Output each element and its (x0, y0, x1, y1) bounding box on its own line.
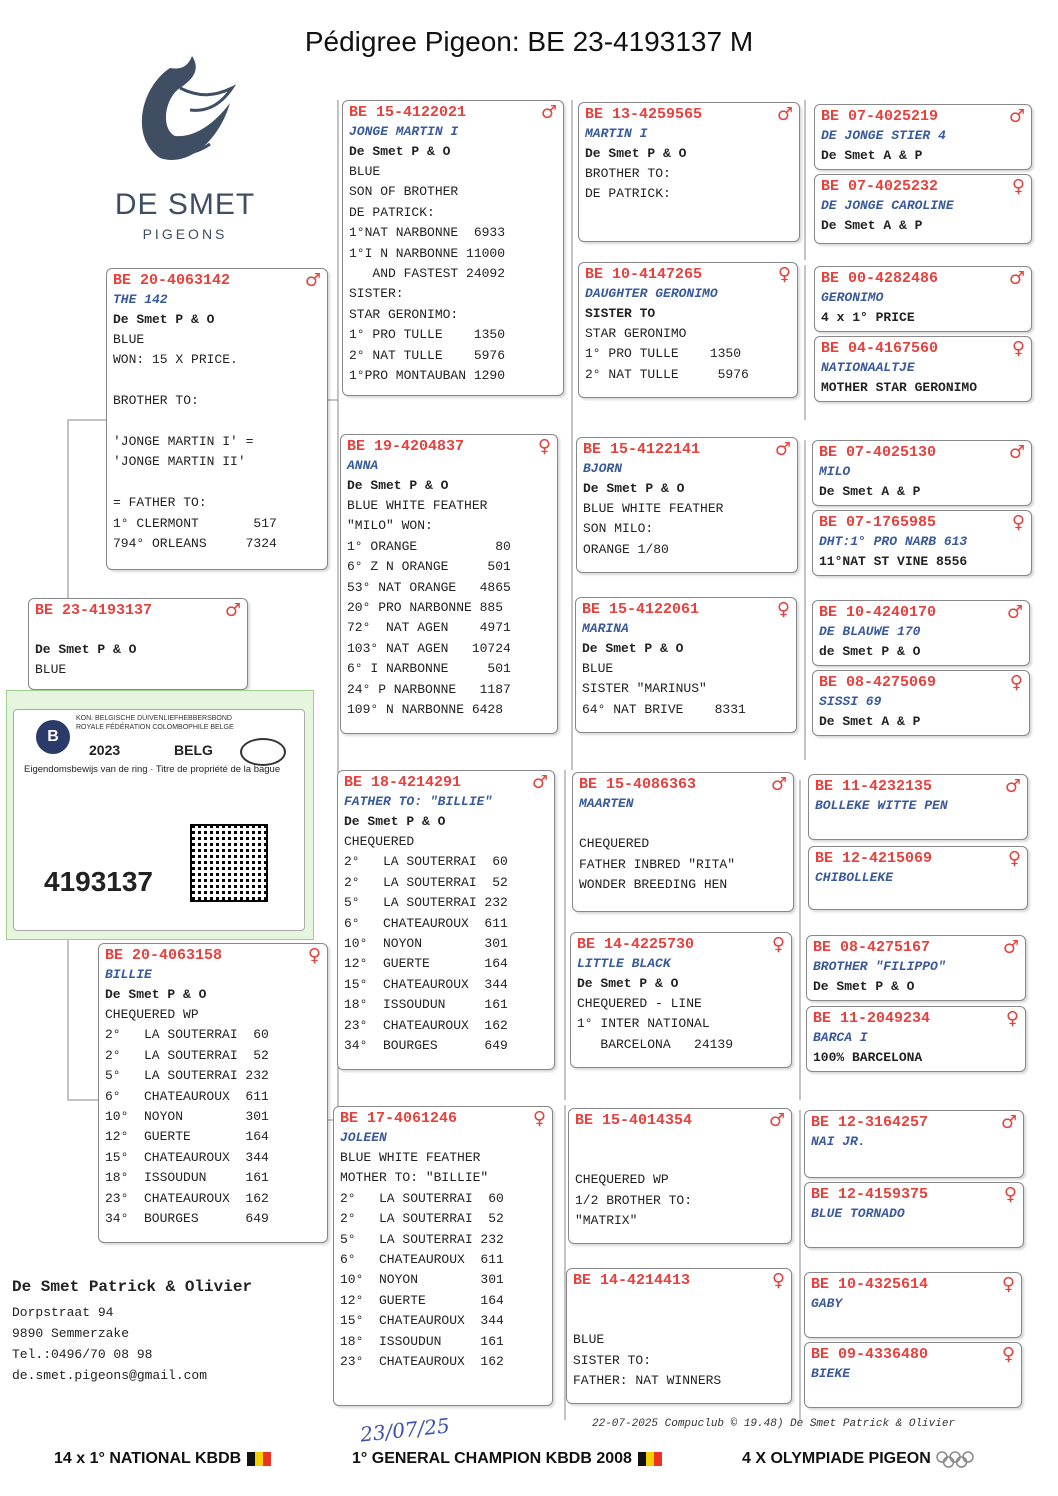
pigeon-name: FATHER TO: "BILLIE" (344, 794, 493, 809)
detail-line: "MATRIX" (575, 1213, 638, 1229)
ring-number: BE 07-4025232 (821, 178, 939, 195)
pigeon-name: BILLIE (105, 967, 152, 982)
pigeon-name: LITTLE BLACK (577, 956, 671, 971)
female-icon: ♀ (1009, 672, 1023, 693)
male-icon: ♂ (1004, 776, 1021, 797)
owner: De Smet A & P (821, 148, 923, 163)
detail-line: BROTHER TO: (113, 393, 199, 409)
detail-line: 1° PRO TULLE 1350 (585, 346, 742, 362)
pigeon-name: NAI JR. (811, 1134, 866, 1149)
detail-line: 109° N NARBONNE 6428 (347, 701, 504, 717)
ring-number: BE 14-4214413 (573, 1272, 691, 1289)
ring-card-property: Eigendomsbewijs van de ring · Titre de propriété de la bague (24, 764, 281, 775)
detail-line: 64° NAT BRIVE 8331 (582, 701, 746, 717)
owner: de Smet P & O (819, 644, 921, 659)
detail-line (575, 1150, 785, 1170)
ring-card-org (76, 714, 234, 732)
ring-number: BE 15-4086363 (579, 776, 697, 793)
ring-number: BE 20-4063158 (105, 947, 223, 964)
ring-number: BE 15-4122061 (582, 601, 700, 618)
detail-line (113, 412, 321, 432)
breeder-name: De Smet Patrick & Olivier (12, 1278, 253, 1296)
pedigree-card-gen4-14 (804, 1182, 1024, 1248)
pedigree-card-gen4-15 (804, 1272, 1022, 1338)
breeder-email: de.smet.pigeons@gmail.com (12, 1368, 208, 1383)
pedigree-card-gen4-5 (812, 440, 1032, 506)
pigeon-name: DHT:1° PRO NARB 613 (819, 534, 968, 549)
male-icon: ♂ (1000, 1112, 1017, 1133)
owner: De Smet P & O (344, 814, 446, 829)
belgian-flag-icon (638, 1452, 662, 1466)
detail-line: 1° CLERMONT 517 (113, 515, 277, 531)
female-icon: ♀ (777, 264, 791, 285)
pigeon-name: DE BLAUWE 170 (819, 624, 921, 639)
female-icon: ♀ (1011, 512, 1025, 533)
ring-number: BE 23-4193137 (35, 602, 153, 619)
ring-number: BE 04-4167560 (821, 340, 939, 357)
detail-line: ORANGE 1/80 (583, 541, 669, 557)
pedigree-card-gen2-3 (337, 770, 555, 1070)
detail-line: SISTER TO: (573, 1352, 652, 1368)
pedigree-card-gen2-1 (342, 100, 564, 396)
print-footer: 22-07-2025 Compuclub © 19.48) De Smet Patrick & Olivier (592, 1418, 956, 1430)
detail-line: 2° LA SOUTERRAI 60 (340, 1190, 504, 1206)
detail-line: CHEQUERED WP (105, 1007, 199, 1022)
claim-left-text: 14 x 1° NATIONAL KBDB (54, 1450, 242, 1467)
ring-number: BE 18-4214291 (344, 774, 462, 791)
pigeon-name (575, 1130, 785, 1150)
pedigree-card-gen4-9 (808, 774, 1028, 840)
pigeon-name: JOLEEN (340, 1130, 387, 1145)
bottom-claim-center (352, 1450, 662, 1468)
detail-line: = FATHER TO: (113, 495, 207, 511)
claim-center-text: 1° GENERAL CHAMPION KBDB 2008 (352, 1450, 632, 1467)
owner: De Smet P & O (113, 312, 215, 327)
pedigree-card-gen2-4 (333, 1106, 553, 1406)
pedigree-card-dam (98, 943, 328, 1243)
detail-line: WONDER BREEDING HEN (579, 877, 728, 893)
detail-line: 72° NAT AGEN 4971 (347, 620, 511, 636)
logo-brand: DE SMET (114, 188, 256, 221)
detail-line: FATHER: NAT WINNERS (573, 1373, 722, 1389)
detail-line: 18° ISSOUDUN 161 (340, 1333, 504, 1349)
bottom-claim-right (742, 1450, 975, 1468)
owner: 11°NAT ST VINE 8556 (819, 554, 968, 569)
detail-line: FATHER INBRED "RITA" (579, 856, 736, 872)
ring-card-inner (13, 709, 305, 931)
ring-ownership-card (6, 690, 314, 940)
detail-line: 2° LA SOUTERRAI 52 (340, 1211, 504, 1227)
ring-number: BE 15-4014354 (575, 1112, 693, 1129)
detail-line: 12° GUERTE 164 (344, 956, 508, 972)
ring-number: BE 00-4282486 (821, 270, 939, 287)
detail-line: 2° NAT TULLE 5976 (585, 366, 749, 382)
pedigree-card-gen3-5 (572, 772, 794, 912)
owner: De Smet P & O (813, 979, 915, 994)
detail-line: 1°I N NARBONNE 11000 (349, 245, 506, 261)
pigeon-name: JONGE MARTIN I (349, 124, 459, 139)
male-icon: ♂ (1006, 602, 1023, 623)
detail-line: 'JONGE MARTIN II' (113, 454, 246, 470)
detail-line: AND FASTEST 24092 (349, 265, 506, 281)
detail-line: SON OF BROTHER (349, 184, 459, 200)
pigeon-name: GERONIMO (821, 290, 884, 305)
pigeon-name (573, 1290, 785, 1310)
pedigree-card-gen4-10 (808, 846, 1028, 910)
female-icon: ♀ (1001, 1344, 1015, 1365)
pigeon-name: DE JONGE CAROLINE (821, 198, 954, 213)
detail-line: SON MILO: (583, 521, 654, 537)
female-icon: ♀ (776, 599, 790, 620)
detail-line: 6° Z N ORANGE 501 (347, 559, 511, 575)
pigeon-name: GABY (811, 1296, 843, 1311)
pigeon-name (35, 620, 241, 640)
pedigree-card-gen4-11 (806, 935, 1026, 1001)
ring-number: BE 15-4122141 (583, 441, 701, 458)
male-icon: ♂ (1002, 937, 1019, 958)
belgian-flag-icon (247, 1452, 271, 1466)
ring-number: BE 07-4025219 (821, 108, 939, 125)
page-title: Pédigree Pigeon: BE 23-4193137 M (304, 26, 754, 57)
pedigree-card-gen3-6 (570, 932, 792, 1068)
pigeon-name: BIEKE (811, 1366, 851, 1381)
detail-line: 2° NAT TULLE 5976 (349, 347, 506, 363)
detail-line: MOTHER TO: "BILLIE" (340, 1170, 489, 1186)
olympic-rings-icon (935, 1450, 975, 1468)
detail-line: 12° GUERTE 164 (105, 1129, 269, 1145)
female-icon: ♀ (771, 1270, 785, 1291)
breeder-phone: Tel.:0496/70 08 98 (12, 1347, 153, 1362)
female-icon: ♀ (1011, 338, 1025, 359)
detail-line: 15° CHATEAUROUX 344 (344, 976, 508, 992)
pedigree-card-sire (106, 268, 328, 570)
detail-line: WON: 15 X PRICE. (113, 352, 238, 368)
ring-number: BE 15-4122021 (349, 104, 467, 121)
ring-number: BE 10-4325614 (811, 1276, 929, 1293)
ring-number: BE 07-4025130 (819, 444, 937, 461)
pigeon-name: MAARTEN (579, 796, 634, 811)
detail-line: 2° LA SOUTERRAI 60 (105, 1027, 269, 1043)
female-icon: ♀ (307, 945, 321, 966)
owner: De Smet P & O (577, 976, 679, 991)
female-icon: ♀ (771, 934, 785, 955)
pedigree-card-gen3-1 (578, 102, 800, 242)
detail-line: 23° CHATEAUROUX 162 (344, 1017, 508, 1033)
ring-number: BE 19-4204837 (347, 438, 465, 455)
pigeon-name: MILO (819, 464, 851, 479)
detail-line: 12° GUERTE 164 (340, 1292, 504, 1308)
ring-number: BE 09-4336480 (811, 1346, 929, 1363)
detail-line: BLUE WHITE FEATHER (583, 501, 724, 516)
detail-line: 10° NOYON 301 (344, 935, 508, 951)
detail-line: DE PATRICK: (585, 186, 671, 202)
owner: De Smet P & O (349, 144, 451, 159)
detail-line: 18° ISSOUDUN 161 (344, 997, 508, 1013)
detail-line: 1°NAT NARBONNE 6933 (349, 225, 506, 241)
pedigree-card-gen4-4 (814, 336, 1032, 402)
ring-card-number: 4193137 (44, 866, 154, 897)
detail-line: SISTER "MARINUS" (582, 681, 707, 697)
ring-card-org-fr: ROYALE FÉDÉRATION COLOMBOPHILE BELGE (76, 724, 234, 731)
detail-line: 24° P NARBONNE 1187 (347, 681, 511, 697)
pigeon-name: MARTIN I (585, 126, 648, 141)
detail-line: 2° LA SOUTERRAI 52 (105, 1047, 269, 1063)
ring-card-org-nl: KON. BELGISCHE DUIVENLIEFHEBBERSBOND (76, 715, 232, 722)
ring-number: BE 07-1765985 (819, 514, 937, 531)
pedigree-card-gen4-6 (812, 510, 1032, 576)
ring-number: BE 11-4232135 (815, 778, 933, 795)
detail-line: BLUE (582, 661, 614, 676)
ring-number: BE 20-4063142 (113, 272, 231, 289)
detail-line: 6° CHATEAUROUX 611 (105, 1088, 269, 1104)
breeder-city: 9890 Semmerzake (12, 1326, 130, 1341)
detail-line: BARCELONA 24139 (577, 1036, 734, 1052)
pedigree-card-gen4-12 (806, 1006, 1026, 1072)
detail-line: 2° LA SOUTERRAI 52 (344, 874, 508, 890)
pedigree-card-gen3-8 (566, 1268, 792, 1404)
detail-line: BLUE WHITE FEATHER (340, 1150, 481, 1165)
detail-line (579, 814, 787, 834)
owner: 100% BARCELONA (813, 1050, 923, 1065)
pedigree-card-gen3-2 (578, 262, 798, 398)
male-icon: ♂ (1008, 268, 1025, 289)
pigeon-name: THE 142 (113, 292, 168, 307)
detail-line: "MILO" WON: (347, 518, 433, 534)
detail-line: 2° LA SOUTERRAI 60 (344, 854, 508, 870)
pigeon-name: BARCA I (813, 1030, 868, 1045)
detail-line: CHEQUERED (579, 836, 650, 852)
detail-line: STAR GERONIMO (585, 326, 687, 341)
detail-line: BLUE (349, 164, 381, 179)
owner: De Smet A & P (821, 218, 923, 233)
ring-card-year: 2023 (89, 742, 121, 758)
claim-right-text: 4 X OLYMPIADE PIGEON (742, 1450, 931, 1468)
female-icon: ♀ (1007, 848, 1021, 869)
owner: De Smet A & P (819, 484, 921, 499)
male-icon: ♂ (1008, 442, 1025, 463)
pedigree-card-subject (28, 598, 248, 690)
detail-line: BLUE (573, 1332, 605, 1348)
ring-number: BE 12-4159375 (811, 1186, 929, 1203)
pedigree-card-gen4-16 (804, 1342, 1022, 1408)
detail-line: 5° LA SOUTERRAI 232 (340, 1231, 504, 1247)
ring-number: BE 11-2049234 (813, 1010, 931, 1027)
detail-line: BROTHER TO: (585, 166, 671, 181)
detail-line: CHEQUERED (344, 834, 415, 849)
detail-line: 6° CHATEAUROUX 611 (344, 915, 508, 931)
detail-line: 1°PRO MONTAUBAN 1290 (349, 367, 506, 383)
male-icon: ♂ (768, 1110, 785, 1131)
ring-number: BE 10-4240170 (819, 604, 937, 621)
pigeon-name: DAUGHTER GERONIMO (585, 286, 718, 301)
female-icon: ♀ (1005, 1008, 1019, 1029)
detail-line: 10° NOYON 301 (340, 1272, 504, 1288)
ring-number: BE 12-3164257 (811, 1114, 929, 1131)
pedigree-card-gen4-13 (804, 1110, 1024, 1178)
owner: De Smet A & P (819, 714, 921, 729)
pigeon-name: SISSI 69 (819, 694, 882, 709)
detail-line: 1° PRO TULLE 1350 (349, 327, 506, 343)
detail-line: CHEQUERED - LINE (577, 996, 702, 1011)
pedigree-card-gen3-4 (575, 597, 797, 733)
qr-code-icon (190, 824, 268, 902)
detail-line: STAR GERONIMO: (349, 306, 459, 322)
female-icon: ♀ (1001, 1274, 1015, 1295)
detail-line: 6° CHATEAUROUX 611 (340, 1251, 504, 1267)
detail-line: BLUE (35, 662, 67, 677)
kbdb-badge-icon: B (36, 720, 70, 754)
ring-number: BE 13-4259565 (585, 106, 703, 123)
detail-line (113, 473, 321, 493)
detail-line: 15° CHATEAUROUX 344 (340, 1313, 504, 1329)
detail-line: 1° INTER NATIONAL (577, 1016, 710, 1032)
pigeon-name: BLUE TORNADO (811, 1206, 905, 1221)
pigeon-name: MARINA (582, 621, 629, 636)
detail-line: CHEQUERED WP (575, 1172, 669, 1188)
detail-line: 15° CHATEAUROUX 344 (105, 1149, 269, 1165)
pedigree-card-gen2-2 (340, 434, 558, 734)
detail-line: 6° I NARBONNE 501 (347, 661, 511, 677)
pedigree-card-gen4-1 (814, 104, 1032, 170)
detail-line: 1/2 BROTHER TO: (575, 1192, 693, 1208)
ring-number: BE 08-4275167 (813, 939, 931, 956)
ring-number: BE 10-4147265 (585, 266, 703, 283)
male-icon: ♂ (224, 600, 241, 621)
detail-line: SISTER: (349, 286, 404, 302)
bottom-claim-left (54, 1450, 271, 1468)
pedigree-card-gen4-7 (812, 600, 1030, 666)
owner: De Smet P & O (582, 641, 684, 656)
detail-line: 34° BOURGES 649 (344, 1037, 508, 1053)
handwritten-date: 23/07/25 (358, 1413, 451, 1447)
detail-line: 23° CHATEAUROUX 162 (105, 1190, 269, 1206)
male-icon: ♂ (1008, 106, 1025, 127)
pigeon-name: BOLLEKE WITTE PEN (815, 798, 948, 813)
female-icon: ♀ (1003, 1184, 1017, 1205)
male-icon: ♂ (776, 104, 793, 125)
detail-line: 23° CHATEAUROUX 162 (340, 1353, 504, 1369)
detail-line (113, 371, 321, 391)
pigeon-name: NATIONAALTJE (821, 360, 915, 375)
ring-number: BE 12-4215069 (815, 850, 933, 867)
pigeon-name: CHIBOLLEKE (815, 870, 894, 885)
ring-number: BE 08-4275069 (819, 674, 937, 691)
breeder-street: Dorpstraat 94 (12, 1305, 114, 1320)
breeder-address (12, 1278, 252, 1386)
male-icon: ♂ (774, 439, 791, 460)
detail-line: 20° PRO NARBONNE 885 (347, 599, 504, 615)
owner: De Smet P & O (585, 146, 687, 161)
female-icon: ♀ (532, 1108, 546, 1129)
female-icon: ♀ (1011, 176, 1025, 197)
detail-line: BLUE WHITE FEATHER (347, 498, 488, 513)
detail-line: DE PATRICK: (349, 204, 435, 220)
owner: De Smet P & O (105, 987, 207, 1002)
pedigree-card-gen3-7 (568, 1108, 792, 1244)
detail-line: 5° LA SOUTERRAI 232 (105, 1068, 269, 1084)
pedigree-card-gen4-8 (812, 670, 1030, 736)
pigeon-name: BROTHER "FILIPPO" (813, 959, 946, 974)
owner: 4 x 1° PRICE (821, 310, 915, 325)
owner: De Smet P & O (583, 481, 685, 496)
globe-icon (240, 738, 286, 766)
logo-sub: PIGEONS (142, 226, 228, 242)
owner: SISTER TO (585, 306, 656, 321)
detail-line: 5° LA SOUTERRAI 232 (344, 895, 508, 911)
detail-line: 53° NAT ORANGE 4865 (347, 579, 511, 595)
owner: De Smet P & O (347, 478, 449, 493)
detail-line: 1° ORANGE 80 (347, 538, 511, 554)
detail-line: 103° NAT AGEN 10724 (347, 640, 511, 656)
owner: De Smet P & O (35, 642, 137, 657)
pedigree-card-gen4-2 (814, 174, 1032, 244)
male-icon: ♂ (304, 270, 321, 291)
detail-line: 18° ISSOUDUN 161 (105, 1170, 269, 1186)
ring-number: BE 14-4225730 (577, 936, 695, 953)
detail-line: 'JONGE MARTIN I' = (113, 433, 254, 449)
male-icon: ♂ (540, 102, 557, 123)
pigeon-name: DE JONGE STIER 4 (821, 128, 946, 143)
detail-line: 10° NOYON 301 (105, 1108, 269, 1124)
pigeon-name: BJORN (583, 461, 623, 476)
female-icon: ♀ (537, 436, 551, 457)
owner: MOTHER STAR GERONIMO (821, 380, 978, 395)
ring-card-country: BELG (174, 742, 213, 758)
detail-line: 794° ORLEANS 7324 (113, 535, 277, 551)
male-icon: ♂ (770, 774, 787, 795)
pigeon-name: ANNA (347, 458, 379, 473)
pedigree-card-gen3-3 (576, 437, 798, 573)
male-icon: ♂ (531, 772, 548, 793)
detail-line (573, 1310, 785, 1330)
ring-number: BE 17-4061246 (340, 1110, 458, 1127)
pedigree-card-gen4-3 (814, 266, 1032, 332)
detail-line: BLUE (113, 332, 145, 347)
detail-line: 34° BOURGES 649 (105, 1210, 269, 1226)
